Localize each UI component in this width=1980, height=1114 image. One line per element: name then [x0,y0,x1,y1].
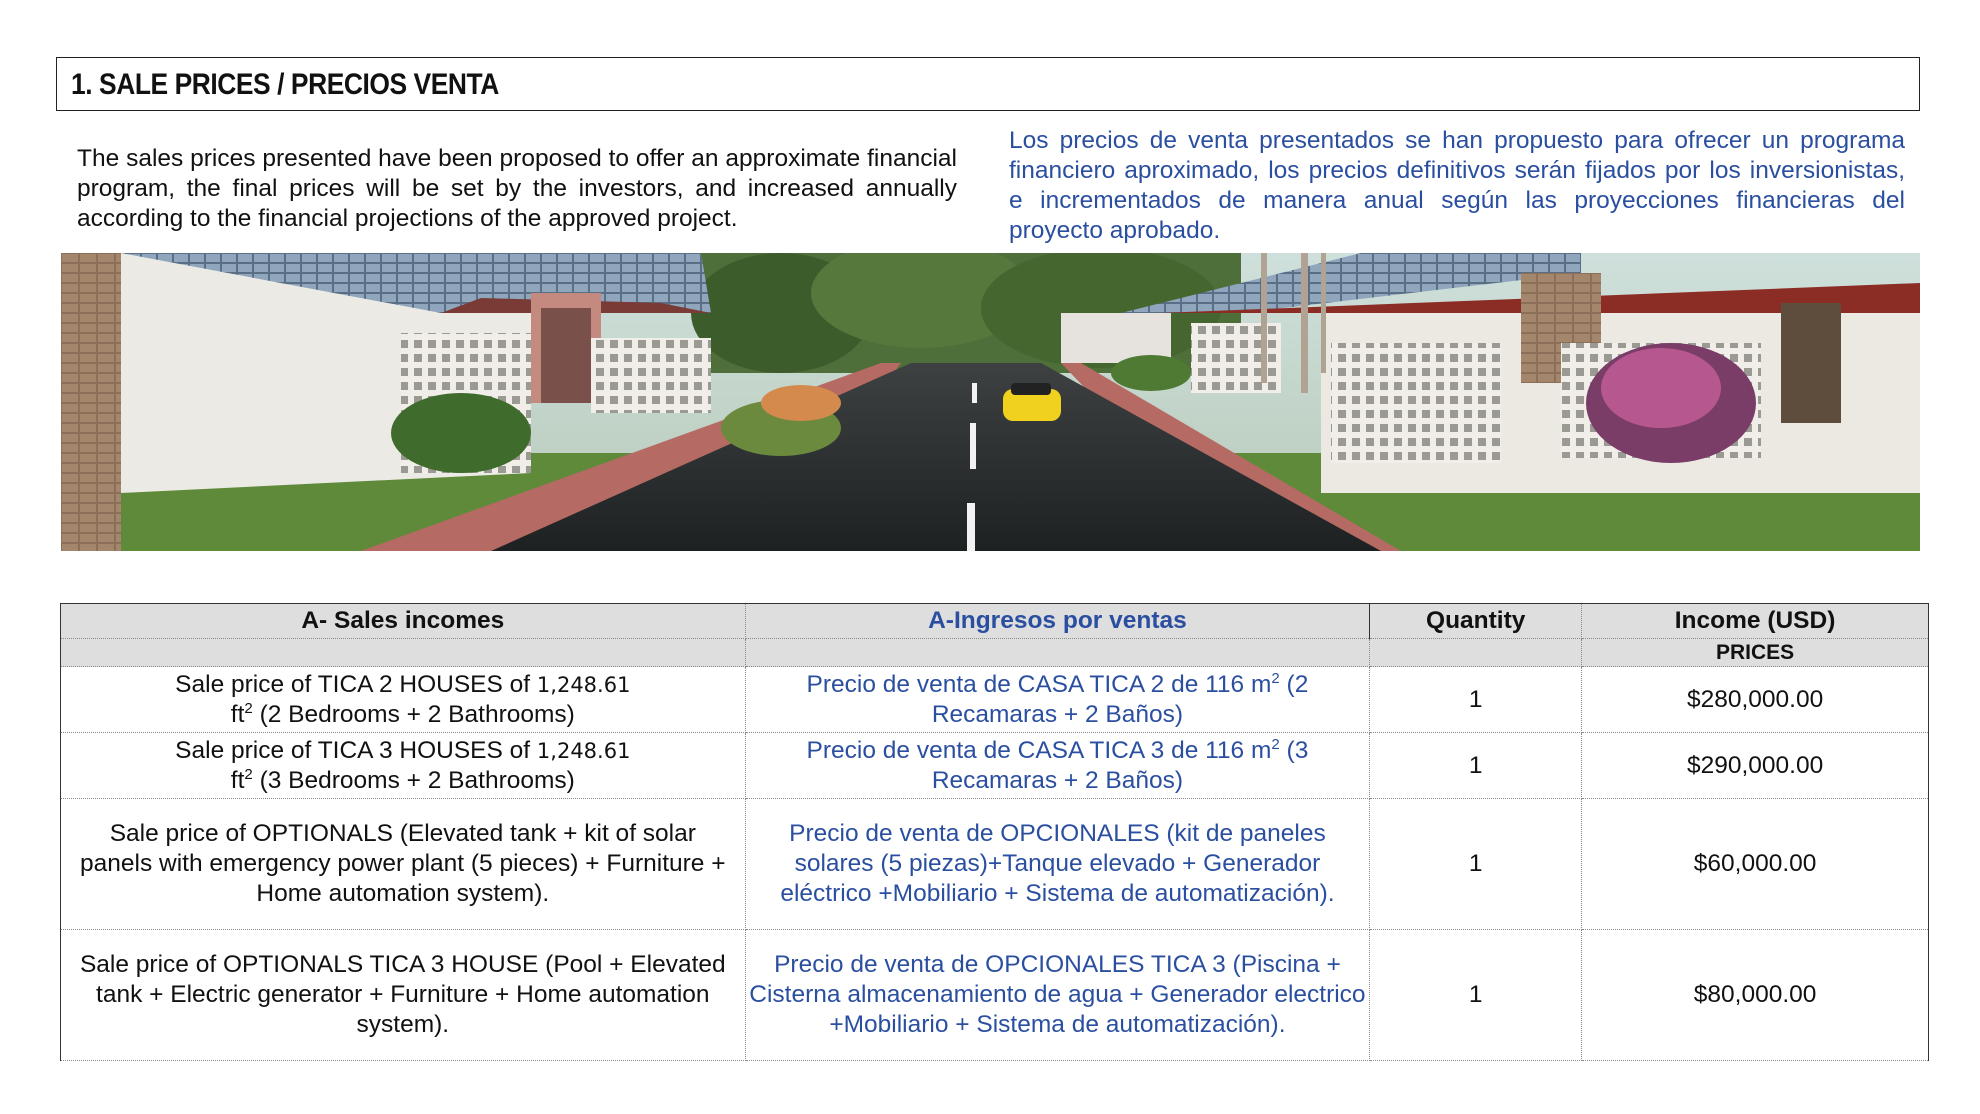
section-title-box [56,57,1920,111]
subheader-empty-2 [745,639,1370,667]
header-income-usd: Income (USD) [1582,604,1929,639]
row-description-en [61,667,746,733]
row-description-es [745,667,1370,733]
unit-superscript: 2 [244,765,253,783]
desc-text: Sale price of TICA 2 HOUSES of [175,670,537,698]
rooms-text-es: (2 Recamaras + 2 Baños) [931,670,1309,728]
rooms-text-es: (3 Recamaras + 2 Baños) [931,736,1309,794]
row-quantity: 1 [1370,799,1582,930]
unit-text: ft [230,700,245,728]
row-description-es: Precio de venta de OPCIONALES TICA 3 (Piscina + Cisterna almacenamiento de agua + Generador electrico +Mobiliario + Sistema de automatización). [745,930,1370,1061]
subheader-prices: PRICES [1582,639,1929,667]
table-row [61,667,1929,733]
row-income: $280,000.00 [1582,667,1929,733]
table-row [61,930,1929,1061]
row-income: $290,000.00 [1582,733,1929,799]
header-quantity: Quantity [1370,604,1582,639]
row-description-en: Sale price of OPTIONALS TICA 3 HOUSE (Pool + Elevated tank + Electric generator + Furniture + Home automation system). [61,930,746,1061]
row-income: $80,000.00 [1582,930,1929,1061]
intro-english: The sales prices presented have been proposed to offer an approximate financial program, the final prices will be set by the investors, and increased annually according to the financial projections of the approved project. [77,145,957,232]
unit-superscript: 2 [244,699,253,717]
subheader-empty-1 [61,639,746,667]
subheader-empty-3 [1370,639,1582,667]
table-row [61,733,1929,799]
row-description-en [61,733,746,799]
area-number: 1,248.61 [536,738,631,763]
desc-text: Sale price of TICA 3 HOUSES of [175,736,537,764]
table-header-row [61,604,1929,639]
rooms-text: (2 Bedrooms + 2 Bathrooms) [252,700,575,728]
intro-spanish: Los precios de venta presentados se han propuesto para ofrecer un programa financiero aproximado, los precios definitivos serán fijados por los inversionistas, e incrementados de manera anual según las proyecciones financieras del proyecto aprobado. [1009,127,1905,244]
desc-text-es: Precio de venta de CASA TICA 2 de 116 m [806,670,1272,698]
row-description-en: Sale price of OPTIONALS (Elevated tank + kit of solar panels with emergency power plant (5 pieces) + Furniture + Home automation system). [61,799,746,930]
desc-text-es: Precio de venta de CASA TICA 3 de 116 m [806,736,1272,764]
header-ingresos-por-ventas: A-Ingresos por ventas [745,604,1370,639]
area-number: 1,248.61 [536,672,631,697]
row-income: $60,000.00 [1582,799,1929,930]
unit-text: ft [230,766,245,794]
housing-rendering-image [61,253,1920,551]
table-row [61,799,1929,930]
unit-superscript-es: 2 [1271,669,1280,687]
section-title: 1. SALE PRICES / PRECIOS VENTA [71,68,499,101]
row-description-es: Precio de venta de OPCIONALES (kit de paneles solares (5 piezas)+Tanque elevado + Generador eléctrico +Mobiliario + Sistema de automatización). [745,799,1370,930]
row-quantity: 1 [1370,667,1582,733]
row-quantity: 1 [1370,733,1582,799]
row-description-es [745,733,1370,799]
header-sales-incomes: A- Sales incomes [61,604,746,639]
rooms-text: (3 Bedrooms + 2 Bathrooms) [252,766,575,794]
table-subheader-row [61,639,1929,667]
sales-prices-table [60,603,1929,1061]
row-quantity: 1 [1370,930,1582,1061]
unit-superscript-es: 2 [1271,735,1280,753]
